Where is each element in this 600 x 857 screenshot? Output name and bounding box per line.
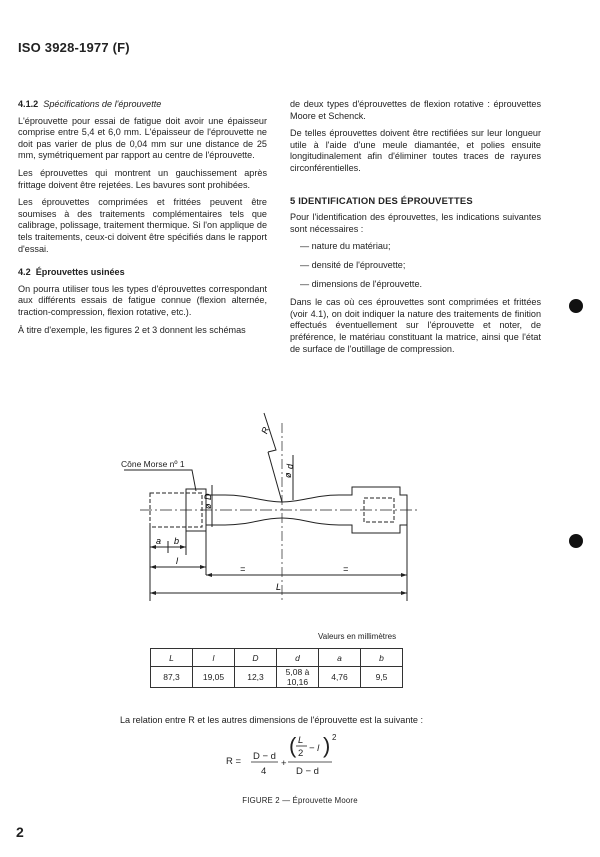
list-item: — nature du matériau;	[300, 241, 391, 252]
label-D: D	[203, 493, 213, 500]
list-item: — dimensions de l'éprouvette.	[300, 278, 423, 289]
table-header-cell: D	[235, 649, 277, 667]
paragraph: de deux types d'éprouvettes de flexion rotative : éprouvettes Moore et Schenck.	[290, 99, 541, 121]
label-b: b	[174, 536, 180, 546]
document-code: ISO 3928-1977 (F)	[18, 40, 130, 55]
formula-plus: +	[281, 758, 287, 769]
paragraph: On pourra utiliser tous les types d'éprouvettes correspondant aux différents essais de fatigue connue (flexion alternée, traction-compression, flexion rotative, etc.).	[18, 283, 267, 317]
cone-label: Cône Morse nº 1	[121, 459, 185, 469]
paren-right: )	[323, 733, 331, 758]
formula-intro: La relation entre R et les autres dimensions de l'éprouvette est la suivante :	[120, 715, 424, 725]
unit-note: Valeurs en millimètres	[318, 632, 397, 641]
right-column	[290, 99, 541, 361]
table-cell: 87,3	[151, 667, 193, 688]
table-cell: 19,05	[193, 667, 235, 688]
dimensions-table	[150, 648, 403, 688]
formula-exponent: 2	[332, 733, 337, 742]
table-cell: 12,3	[235, 667, 277, 688]
formula-inner-den: 2	[298, 748, 304, 759]
paragraph: Les éprouvettes comprimées et frittées peuvent être soumises à des traitements complémentaires tels que calibrage, polissage, traitement thermique. Si l'on applique de tels traitements, ceux-ci doivent être spécifiés dans le rapport d'essai.	[18, 197, 267, 254]
label-phi-d: ø	[283, 472, 293, 478]
formula-den1: 4	[261, 766, 267, 777]
paragraph: De telles éprouvettes doivent être rectifiées sur leur longueur utile à l'aide d'une meule diamantée, et polies ensuite longitudinalement afin d'éliminer toutes traces de rayures circonférentielles.	[290, 128, 541, 173]
table-header-cell: d	[277, 649, 319, 667]
paragraph: Pour l'identification des éprouvettes, les indications suivantes sont nécessaires :	[290, 212, 541, 234]
section-title: Éprouvettes usinées	[35, 267, 125, 278]
table-cell: 9,5	[361, 667, 403, 688]
paragraph: À titre d'exemple, les figures 2 et 3 donnent les schémas	[18, 324, 246, 335]
radius-line	[268, 452, 282, 502]
label-equal-left: =	[240, 564, 246, 574]
section-number: 4.2	[18, 267, 31, 278]
margin-punch-mark	[569, 299, 583, 313]
formula-den2: D − d	[296, 766, 319, 777]
figure-caption: FIGURE 2 — Éprouvette Moore	[242, 796, 358, 805]
table-header-cell: l	[193, 649, 235, 667]
formula-minus-l: − l	[309, 743, 320, 754]
table-header-row	[151, 649, 403, 667]
section-number: 4.1.2	[18, 99, 39, 109]
label-phi-D: ø	[203, 503, 213, 509]
moore-specimen-drawing	[0, 395, 600, 625]
section-title: Spécifications de l'éprouvette	[43, 99, 162, 109]
page-number: 2	[16, 824, 24, 840]
paragraph: L'éprouvette pour essai de fatigue doit avoir une épaisseur comprise entre 5,4 et 6,0 mm. L'épaisseur de l'éprouvette ne doit pas varier de plus de 0,04 mm sur une distance de 25 mm, symétriquement par rapport au centre de l'éprouvette.	[18, 115, 267, 161]
table-cell: 5,08 à 10,16	[277, 667, 319, 688]
label-L: L	[276, 582, 282, 592]
radius-formula	[220, 730, 380, 786]
list-item: — densité de l'éprouvette;	[300, 259, 406, 270]
formula-lhs: R =	[226, 756, 242, 767]
label-R: R	[259, 425, 271, 436]
formula-inner-num: L	[298, 735, 304, 746]
section-4-2-heading	[18, 267, 267, 279]
label-l: l	[176, 556, 178, 566]
label-a: a	[156, 536, 162, 546]
paren-left: (	[289, 733, 297, 758]
table-cell: 4,76	[319, 667, 361, 688]
table-header-cell: L	[151, 649, 193, 667]
paragraph: Dans le cas où ces éprouvettes sont comprimées et frittées (voir 4.1), on doit indiquer la nature des traitements de finition effectués éventuellement sur l'éprouvette et noter, de préférence, le matériau constituant la matrice, ainsi que l'état de surface de l'outillage de compression.	[290, 297, 541, 354]
paragraph: Les éprouvettes qui montrent un gauchissement après frittage doivent être rejetées. Les bavures sont prohibées.	[18, 167, 267, 190]
formula-num1: D − d	[253, 751, 276, 762]
table-header-cell: b	[361, 649, 403, 667]
label-equal-right: =	[343, 564, 349, 574]
table-row	[151, 667, 403, 688]
identification-list	[290, 241, 541, 290]
left-column	[18, 99, 267, 342]
section-4-1-2-heading	[18, 99, 267, 111]
label-d: d	[285, 463, 295, 469]
cone-label-leader	[124, 470, 196, 491]
table-header-cell: a	[319, 649, 361, 667]
section-5-heading: 5 IDENTIFICATION DES ÉPROUVETTES	[290, 194, 473, 206]
